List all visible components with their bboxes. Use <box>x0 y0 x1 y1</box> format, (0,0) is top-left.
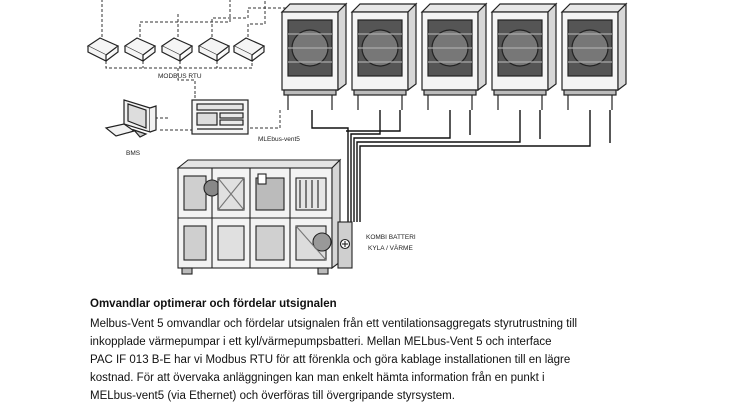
bms-computer <box>106 100 156 137</box>
article-line-4: kostnad. För att övervaka anläggningen kan man enkelt hämta information från en punkt i <box>90 372 545 384</box>
melbus-label: MLEbus-vent5 <box>258 136 300 143</box>
outdoor-unit-5 <box>562 4 626 110</box>
outdoor-unit-2 <box>352 4 416 110</box>
article-line-3: PAC IF 013 B-E har vi Modbus RTU för att förenkla och göra kablage installationen till en lägre <box>90 354 571 366</box>
controller-2 <box>125 38 155 61</box>
air-handling-unit <box>178 160 340 274</box>
bms-label: BMS <box>126 150 141 157</box>
article-heading: Omvandlar optimerar och fördelar utsignalen <box>90 298 337 310</box>
kombi-label-line1: KOMBI BATTERI <box>366 234 416 241</box>
refrigerant-pipes <box>312 110 610 222</box>
controller-1 <box>88 38 118 61</box>
outdoor-unit-3 <box>422 4 486 110</box>
article-line-1: Melbus-Vent 5 omvandlar och fördelar utsignalen från ett ventilationsaggregats styrutrustning till <box>90 318 578 330</box>
controller-3 <box>162 38 192 61</box>
melbus-box <box>192 100 248 134</box>
article-line-2: inkopplade värmepumpar i ett kyl/värmepumpsbatteri. Mellan MELbus-Vent 5 och interface <box>90 336 552 348</box>
outdoor-units <box>282 4 626 110</box>
article <box>90 297 730 405</box>
article-line-5: MELbus-vent5 (via Ethernet) och överföras till övergripande styrsystem. <box>90 390 455 402</box>
modbus-label: MODBUS RTU <box>158 73 202 80</box>
outdoor-unit-4 <box>492 4 556 110</box>
kombi-label-line2: KYLA / VÄRME <box>368 245 413 252</box>
controller-4 <box>199 38 229 61</box>
controller-5 <box>234 38 264 61</box>
controllers <box>88 38 264 61</box>
combi-coil <box>338 222 352 268</box>
outdoor-unit-1 <box>282 4 346 110</box>
